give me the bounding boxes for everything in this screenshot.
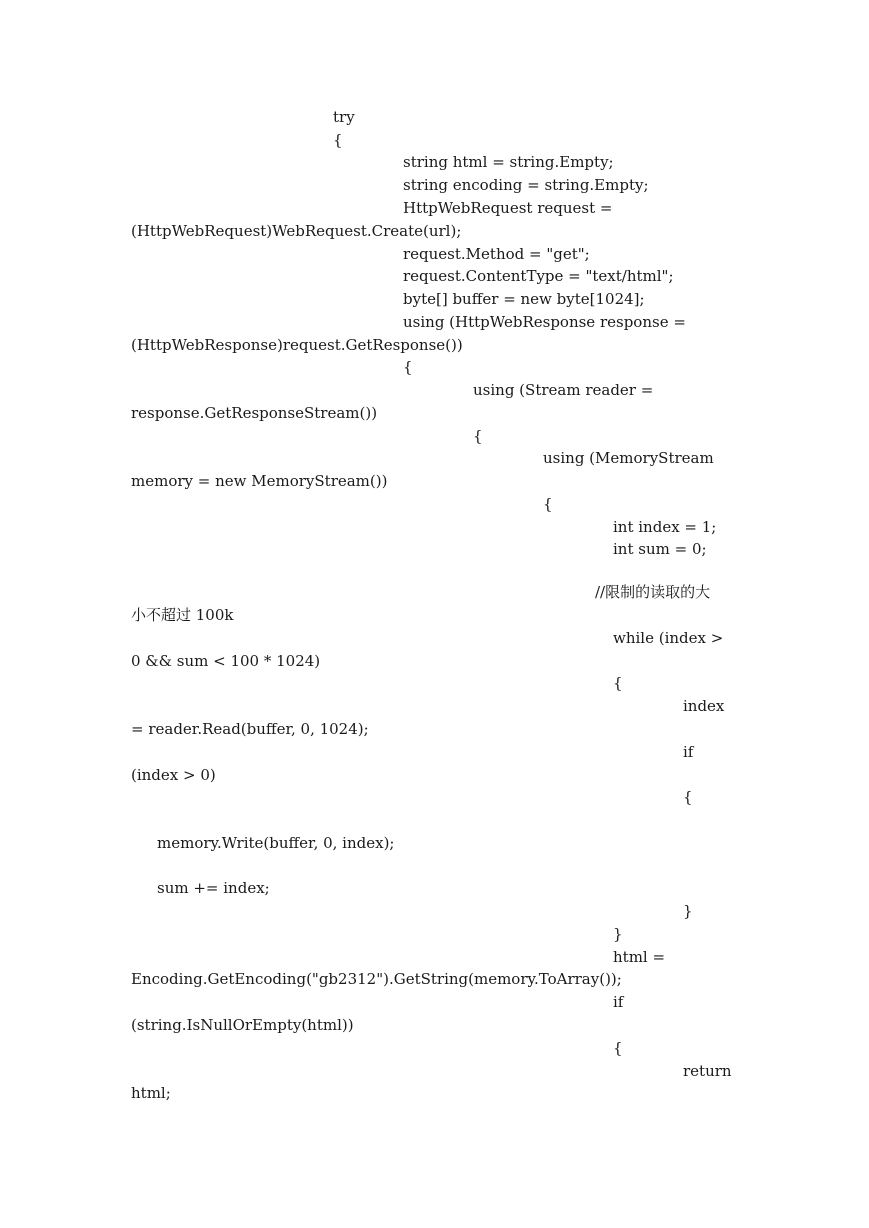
code-line: HttpWebRequest request = <box>403 199 613 217</box>
code-comment: //限制的读取的大 <box>595 583 711 601</box>
code-line: { <box>683 788 693 806</box>
code-line: index <box>683 697 725 715</box>
code-line: request.ContentType = "text/html"; <box>403 267 674 285</box>
code-line: { <box>333 131 343 149</box>
code-line: request.Method = "get"; <box>403 245 590 263</box>
code-line: using (Stream reader = <box>473 381 654 399</box>
code-line: (HttpWebRequest)WebRequest.Create(url); <box>131 222 462 240</box>
code-line: if <box>683 743 694 761</box>
code-line: } <box>613 925 623 943</box>
code-line: response.GetResponseStream()) <box>131 404 378 422</box>
code-line: try <box>333 108 355 126</box>
code-line: } <box>683 902 693 920</box>
code-line: { <box>473 427 483 445</box>
code-line: { <box>613 1039 623 1057</box>
code-line: html = <box>613 948 666 966</box>
code-line: sum += index; <box>157 879 270 897</box>
code-line: using (MemoryStream <box>543 449 714 467</box>
code-line: int index = 1; <box>613 518 717 536</box>
code-line: (index > 0) <box>131 766 216 784</box>
code-line: string html = string.Empty; <box>403 153 614 171</box>
code-line: Encoding.GetEncoding("gb2312").GetString(memory.ToArray()); <box>131 970 622 988</box>
code-line: string encoding = string.Empty; <box>403 176 649 194</box>
code-comment: 小不超过 100k <box>131 606 234 624</box>
code-line: if <box>613 993 624 1011</box>
code-line: 0 && sum < 100 * 1024) <box>131 652 321 670</box>
code-line: return <box>683 1062 732 1080</box>
code-line: { <box>543 495 553 513</box>
code-line: byte[] buffer = new byte[1024]; <box>403 290 645 308</box>
code-line: html; <box>131 1084 171 1102</box>
code-line: int sum = 0; <box>613 540 707 558</box>
code-line: memory.Write(buffer, 0, index); <box>157 834 395 852</box>
code-line: memory = new MemoryStream()) <box>131 472 388 490</box>
code-line: using (HttpWebResponse response = <box>403 313 686 331</box>
code-line: { <box>403 358 413 376</box>
code-line: (string.IsNullOrEmpty(html)) <box>131 1016 354 1034</box>
code-line: while (index > <box>613 629 724 647</box>
code-line: = reader.Read(buffer, 0, 1024); <box>131 720 369 738</box>
code-line: (HttpWebResponse)request.GetResponse()) <box>131 336 463 354</box>
code-line: { <box>613 674 623 692</box>
